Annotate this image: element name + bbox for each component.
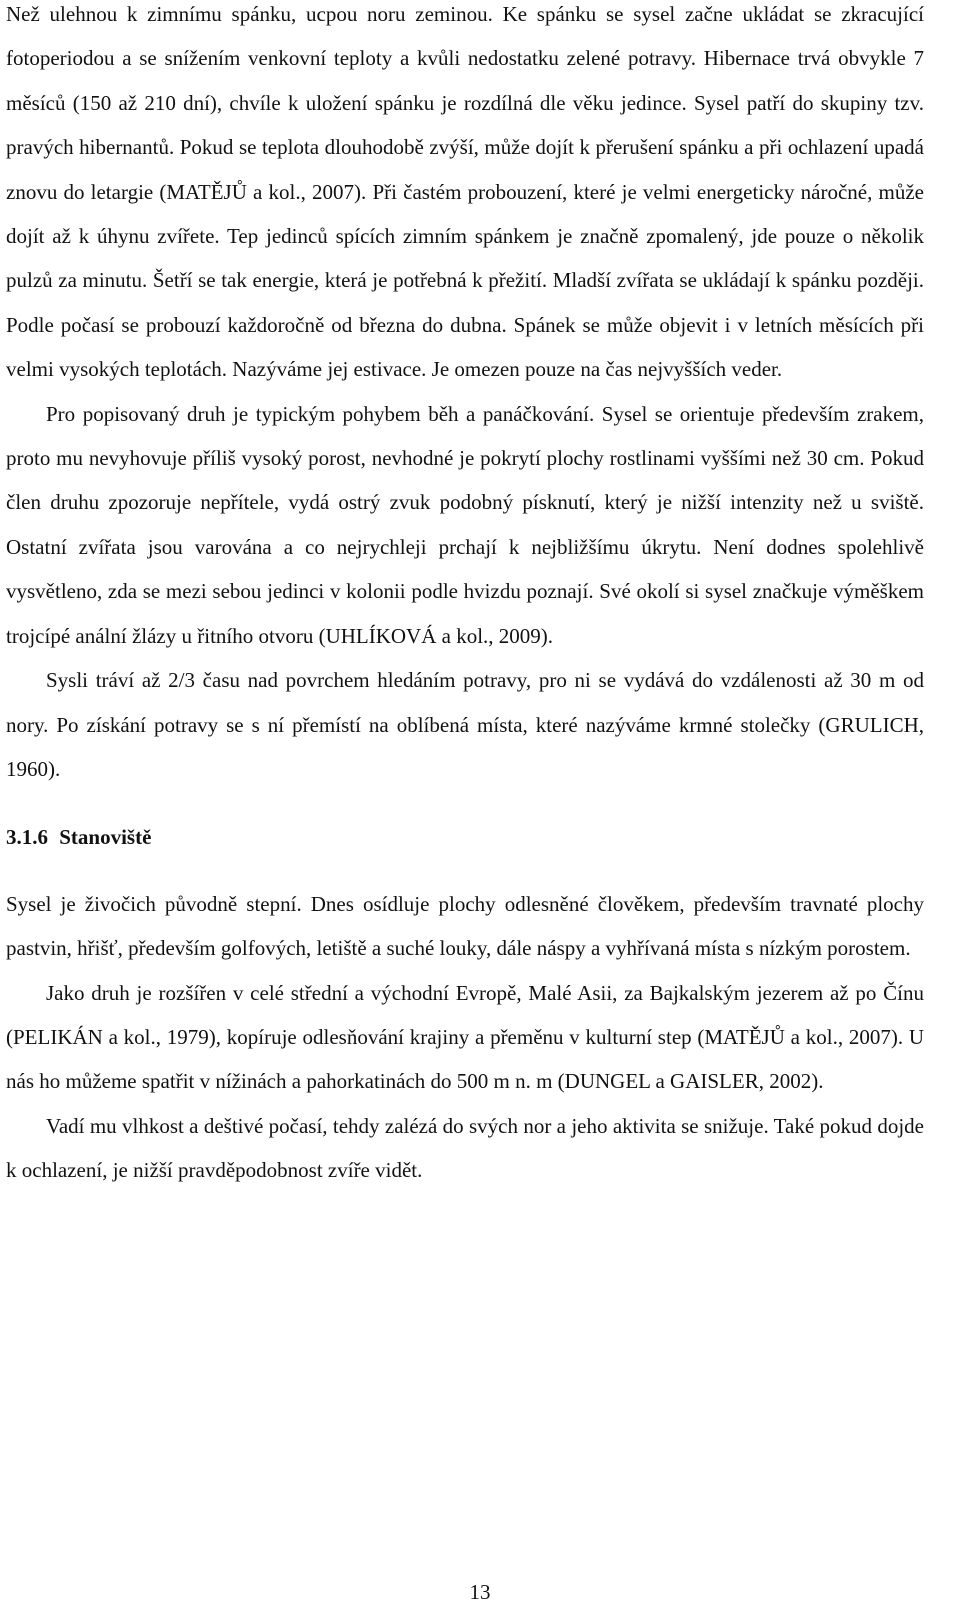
section-number: 3.1.6 — [6, 825, 48, 850]
paragraph-movement: Pro popisovaný druh je typickým pohybem běh a panáčkování. Sysel se orientuje především zrakem, proto mu nevyhovuje příliš vysoký porost, nevhodné je pokrytí plochy rostlinami vyššími než 30 cm. Pokud člen druhu zpozoruje nepřítele, vydá ostrý zvuk podobný písknutí, který je nižší intenzity než u sviště. Ostatní zvířata jsou varována a co nejrychleji prchají k nejbližšímu úkrytu. Není dodnes spolehlivě vysvětleno, zda se mezi sebou jedinci v kolonii podle hvizdu poznají. Své okolí si sysel značkuje výměškem trojcípé anální žlázy u řitního otvoru (UHLÍKOVÁ a kol., 2009). — [6, 401, 924, 648]
section-title: Stanoviště — [59, 825, 152, 850]
paragraph-distribution: Jako druh je rozšířen v celé střední a východní Evropě, Malé Asii, za Bajkalským jezerem až po Čínu (PELIKÁN a kol., 1979), kopíruje odlesňování krajiny a přeměnu v kulturní step (MATĚJŮ a kol., 2007). U nás ho můžeme spatřit v nížinách a pahorkatinách do 500 m n. m (DUNGEL a GAISLER, 2002). — [6, 980, 924, 1094]
paragraph-habitat: Sysel je živočich původně stepní. Dnes osídluje plochy odlesněné člověkem, především travnaté plochy pastvin, hřišť, především golfových, letiště a suché louky, dále náspy a vyhřívaná místa s nízkým porostem. — [6, 891, 924, 961]
document-page — [6, 0, 924, 1193]
paragraph-hibernation: Než ulehnou k zimnímu spánku, ucpou noru zeminou. Ke spánku se sysel začne ukládat se zkracující fotoperiodou a se snížením venkovní teploty a kvůli nedostatku zelené potravy. Hibernace trvá obvykle 7 měsíců (150 až 210 dní), chvíle k uložení spánku je rozdílná dle věku jedince. Sysel patří do skupiny tzv. pravých hibernantů. Pokud se teplota dlouhodobě zvýší, může dojít k přerušení spánku a při ochlazení upadá znovu do letargie (MATĚJŮ a kol., 2007). Při častém probouzení, které je velmi energeticky náročné, může dojít až k úhynu zvířete. Tep jedinců spících zimním spánkem je značně zpomalený, jde pouze o několik pulzů za minutu. Šetří se tak energie, která je potřebná k přežití. Mladší zvířata se ukládají k spánku později. Podle počasí se probouzí každoročně od března do dubna. Spánek se může objevit i v letních měsících při velmi vysokých teplotách. Nazýváme jej estivace. Je omezen pouze na čas nejvyšších veder. — [6, 2, 924, 382]
paragraph-feeding: Sysli tráví až 2/3 času nad povrchem hledáním potravy, pro ni se vydává do vzdálenosti až 30 m od nory. Po získání potravy se s ní přemístí na oblíbená místa, které nazýváme krmné stolečky (GRULICH, 1960). — [6, 668, 924, 781]
paragraph-weather: Vadí mu vlhkost a deštivé počasí, tehdy zalézá do svých nor a jeho aktivita se snižuje. Také pokud dojde k ochlazení, je nižší pravděpodobnost zvíře vidět. — [6, 1113, 924, 1183]
section-heading — [6, 815, 924, 859]
page-number: 13 — [469, 1580, 491, 1604]
